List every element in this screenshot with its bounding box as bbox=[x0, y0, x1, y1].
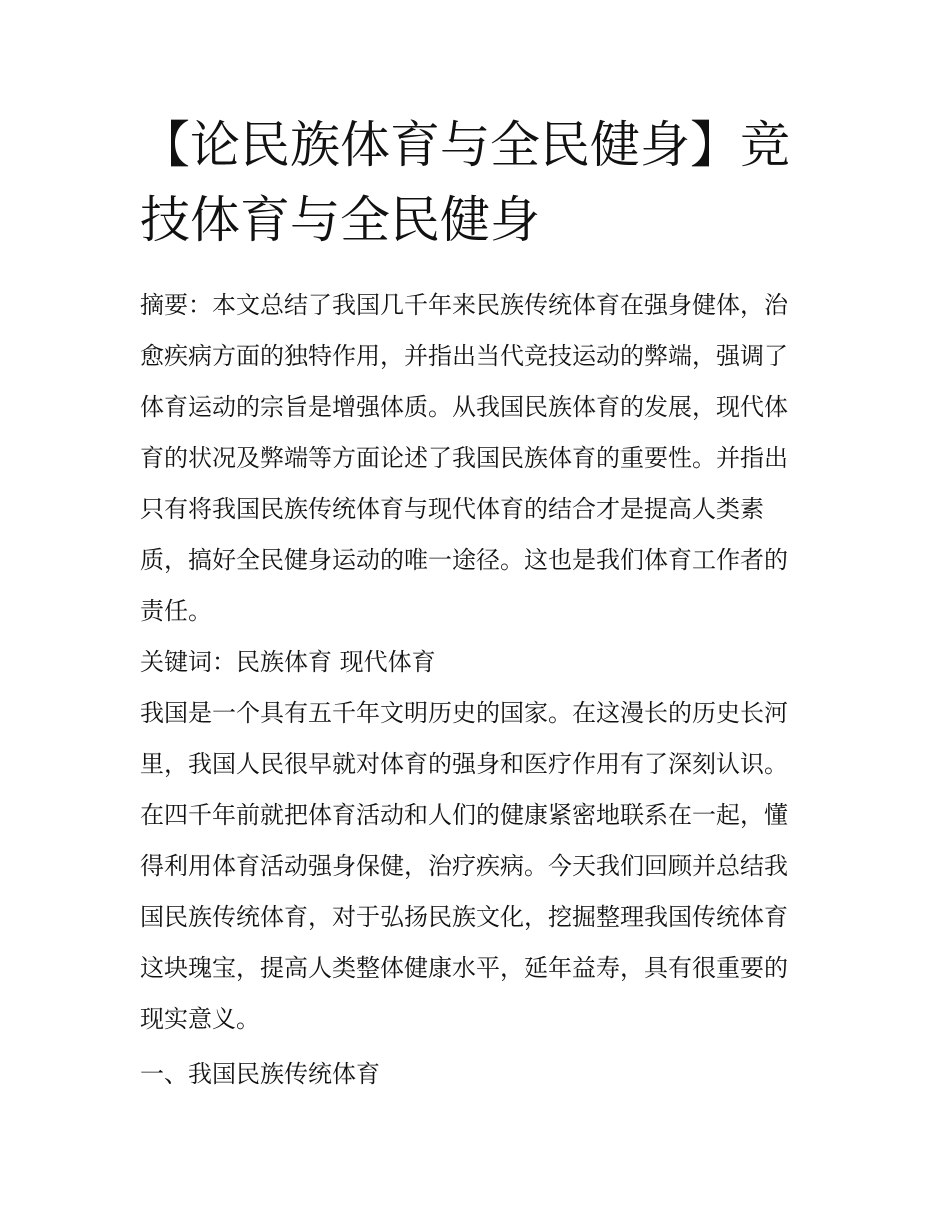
title-line: 技体育与全民健身 bbox=[140, 191, 540, 249]
intro-line: 现实意义。 bbox=[140, 1005, 260, 1033]
document-body bbox=[140, 280, 820, 1100]
abstract-line: 责任。 bbox=[140, 597, 212, 625]
document-title bbox=[140, 108, 820, 258]
title-line: 【论民族体育与全民健身】竞 bbox=[140, 116, 790, 174]
abstract-line: 只有将我国民族传统体育与现代体育的结合才是提高人类素 bbox=[140, 495, 764, 523]
abstract-line: 愈疾病方面的独特作用，并指出当代竞技运动的弊端，强调了 bbox=[140, 342, 788, 370]
section-heading: 一、我国民族传统体育 bbox=[140, 1060, 380, 1088]
abstract-paragraph bbox=[140, 280, 820, 637]
abstract-line: 育的状况及弊端等方面论述了我国民族体育的重要性。并指出 bbox=[140, 444, 788, 472]
intro-line: 得利用体育活动强身保健，治疗疾病。今天我们回顾并总结我 bbox=[140, 852, 788, 880]
intro-line: 国民族传统体育，对于弘扬民族文化，挖掘整理我国传统体育 bbox=[140, 903, 788, 931]
abstract-line: 质，搞好全民健身运动的唯一途径。这也是我们体育工作者的 bbox=[140, 546, 788, 574]
abstract-line: 摘要：本文总结了我国几千年来民族传统体育在强身健体，治 bbox=[140, 291, 788, 319]
intro-line: 这块瑰宝，提高人类整体健康水平，延年益寿，具有很重要的 bbox=[140, 954, 788, 982]
intro-line: 里，我国人民很早就对体育的强身和医疗作用有了深刻认识。 bbox=[140, 750, 788, 778]
keywords-line: 关键词：民族体育 现代体育 bbox=[140, 648, 436, 676]
intro-paragraph bbox=[140, 688, 820, 1045]
abstract-line: 体育运动的宗旨是增强体质。从我国民族体育的发展，现代体 bbox=[140, 393, 788, 421]
intro-line: 我国是一个具有五千年文明历史的国家。在这漫长的历史长河 bbox=[140, 699, 788, 727]
intro-line: 在四千年前就把体育活动和人们的健康紧密地联系在一起，懂 bbox=[140, 801, 788, 829]
